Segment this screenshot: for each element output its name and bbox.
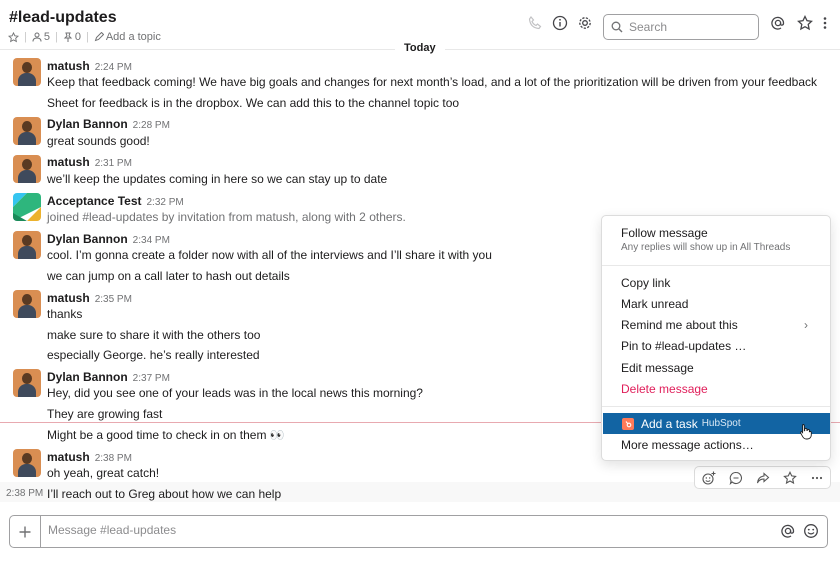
join-message-text: joined #lead-updates by invitation from matush, along with 2 others. [47, 210, 406, 224]
search-box[interactable] [603, 14, 759, 40]
save-message-button[interactable] [776, 467, 803, 488]
avatar[interactable] [13, 155, 41, 183]
pencil-icon [94, 32, 104, 42]
message-time[interactable]: 2:37 PM [132, 373, 170, 384]
message-header [47, 450, 132, 464]
message-time[interactable]: 2:35 PM [94, 294, 132, 305]
message-header [47, 117, 170, 131]
message-header [47, 291, 132, 305]
more-horizontal-icon [810, 471, 824, 485]
star-icon[interactable] [797, 15, 813, 31]
start-thread-button[interactable] [722, 467, 749, 488]
menu-item-edit-message[interactable]: Edit message [621, 360, 694, 375]
member-count: 5 [43, 31, 50, 43]
menu-item-more-message-actions[interactable]: More message actions… [621, 437, 754, 452]
menu-item-label: Add a task [641, 416, 698, 431]
message-time[interactable]: 2:24 PM [94, 62, 132, 73]
add-topic-label: Add a topic [105, 31, 161, 43]
menu-item-delete-message[interactable]: Delete message [621, 381, 708, 396]
search-input[interactable] [629, 20, 739, 34]
menu-item-follow-message[interactable]: Follow message [621, 225, 708, 240]
message-text: especially George. he’s really interested [47, 348, 260, 362]
share-message-button[interactable] [749, 467, 776, 488]
author-name[interactable]: Dylan Bannon [47, 117, 128, 131]
menu-item-remind-me[interactable] [602, 314, 830, 335]
message-header [47, 232, 170, 246]
avatar[interactable] [13, 369, 41, 397]
menu-divider [602, 265, 830, 266]
menu-item-follow-description: Any replies will show up in All Threads [621, 242, 791, 253]
message-text: we’ll keep the updates coming in here so we can stay up to date [47, 172, 388, 186]
message-text: I’ll reach out to Greg about how we can help [47, 487, 282, 501]
day-divider: Today [395, 42, 445, 54]
avatar[interactable] [13, 193, 41, 221]
message-header [47, 194, 184, 208]
author-name[interactable]: matush [47, 450, 90, 464]
message-time[interactable]: 2:31 PM [94, 158, 132, 169]
message-text: make sure to share it with the others too [47, 328, 261, 342]
member-icon [32, 32, 42, 42]
thread-icon [729, 471, 743, 485]
plus-icon [19, 526, 31, 538]
add-attachment-button[interactable] [10, 516, 41, 547]
message-text: cool. I’m gonna create a folder now with all of the interviews and I’ll share it with you [47, 248, 492, 262]
menu-item-mark-unread[interactable]: Mark unread [621, 296, 689, 311]
message-time[interactable]: 2:32 PM [146, 197, 184, 208]
message-header [47, 370, 170, 384]
reaction-icon [702, 471, 716, 485]
message-time[interactable]: 2:38 PM [6, 488, 44, 499]
message-text: They are growing fast [47, 407, 163, 421]
star-icon [783, 471, 797, 485]
message-context-menu [601, 215, 831, 461]
message-text: Might be a good time to check in on them 👀 [47, 428, 285, 442]
message-text: oh yeah, great catch! [47, 466, 160, 480]
menu-item-copy-link[interactable]: Copy link [621, 275, 671, 290]
star-icon [8, 32, 19, 43]
message-text: we can jump on a call later to hash out details [47, 269, 290, 283]
author-name[interactable]: Dylan Bannon [47, 370, 128, 384]
at-icon[interactable] [770, 15, 786, 31]
phone-icon[interactable] [527, 15, 543, 31]
app-logo-icon [13, 193, 41, 221]
channel-meta: | 5 | 0 | Add a topic [8, 31, 161, 43]
message-text: great sounds good! [47, 134, 150, 148]
message-header [47, 59, 132, 73]
avatar[interactable] [13, 290, 41, 318]
emoji-icon[interactable] [803, 523, 819, 539]
add-reaction-button[interactable] [695, 467, 722, 488]
share-icon [756, 471, 770, 485]
message-time[interactable]: 2:38 PM [94, 453, 132, 464]
author-name[interactable]: Dylan Bannon [47, 232, 128, 246]
star-channel-button[interactable] [8, 32, 19, 43]
avatar[interactable] [13, 58, 41, 86]
avatar[interactable] [13, 117, 41, 145]
pin-count: 0 [74, 31, 81, 43]
search-icon [611, 21, 623, 33]
author-name[interactable]: matush [47, 291, 90, 305]
message-text: thanks [47, 307, 83, 321]
chevron-right-icon: › [804, 318, 808, 332]
more-actions-button[interactable] [803, 467, 830, 488]
member-count-button[interactable] [32, 31, 50, 43]
message-time[interactable]: 2:34 PM [132, 235, 170, 246]
menu-divider [602, 406, 830, 407]
avatar[interactable] [13, 231, 41, 259]
at-icon[interactable] [780, 523, 796, 539]
cursor-icon [799, 423, 813, 440]
more-vertical-icon[interactable] [820, 15, 830, 31]
author-name[interactable]: matush [47, 155, 90, 169]
author-name[interactable]: matush [47, 59, 90, 73]
message-text: Hey, did you see one of your leads was in the local news this morning? [47, 386, 423, 400]
message-text: Sheet for feedback is in the dropbox. We can add this to the channel topic too [47, 96, 460, 110]
menu-item-label: Remind me about this [621, 317, 738, 332]
channel-title[interactable]: #lead-updates [9, 9, 117, 26]
author-name[interactable]: Acceptance Test [47, 194, 142, 208]
pin-count-button[interactable] [63, 31, 81, 43]
gear-icon[interactable] [577, 15, 593, 31]
message-input[interactable] [48, 523, 748, 537]
pin-icon [63, 32, 73, 42]
hubspot-icon [622, 418, 634, 430]
app-name: HubSpot [701, 418, 741, 429]
info-icon[interactable] [552, 15, 568, 31]
menu-item-pin[interactable]: Pin to #lead-updates … [621, 338, 747, 353]
message-header [47, 155, 132, 169]
message-text: Keep that feedback coming! We have big goals and changes for next month’s load, and a lot of the prioritization will be driven from your feedback [47, 75, 818, 89]
add-topic-button[interactable] [94, 31, 161, 43]
avatar[interactable] [13, 449, 41, 477]
message-time[interactable]: 2:28 PM [132, 120, 170, 131]
message-actions-bar [694, 466, 831, 489]
message-composer [9, 515, 828, 548]
menu-item-add-task-hubspot[interactable] [603, 413, 830, 434]
